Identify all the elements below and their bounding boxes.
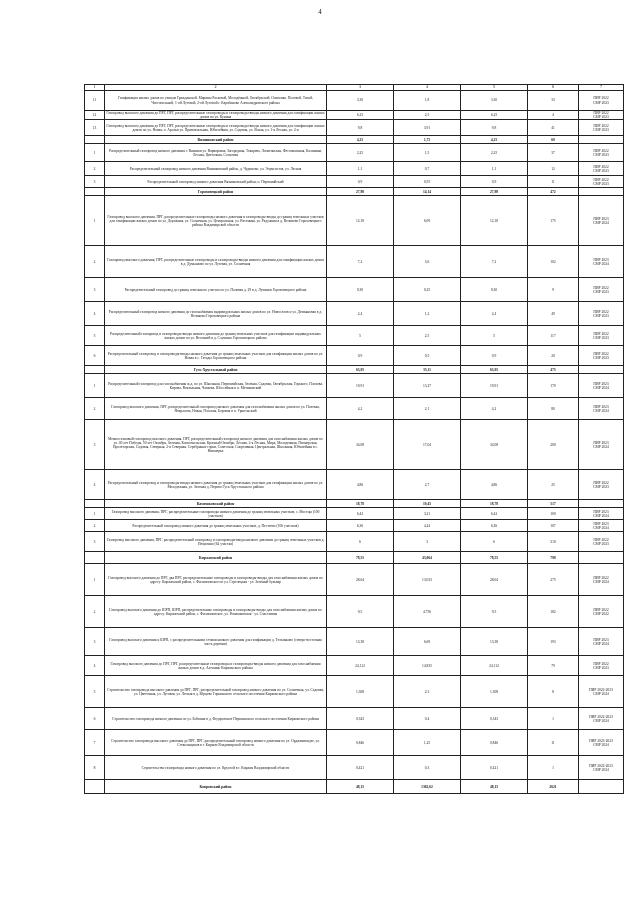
row-length-2: 13,033 [394,564,461,596]
row-name: Распределительный газопровод низкого давления Вязниковский район, п. Первомайский [105,176,327,188]
row-length-2: 2,5 [394,326,461,346]
table-row [85,374,624,398]
table-row [85,628,624,656]
row-timeline: ПИР 2022 СМР 2023 [579,120,624,136]
table-body [85,85,624,794]
row-households: 798 [528,552,579,564]
row-name: Газопровод высокого давления до ПРГ, ПРГ, распределительные газопроводы и газопроводы-вводы низкого давления для газификации жилых домов по ул. Новая, п. Арсаки ул. Привокзальная, Юбилейная, ул. Садовая, ул. Ясная, ул. 1-я Лесная, ул. 2-я [105,120,327,136]
row-length-3: 9,5 [461,596,528,628]
row-number: 3 [85,420,105,470]
row-timeline: ПИР 2022 СМР 2024 [579,564,624,596]
row-timeline: ПИР 2023 СМР 2024 [579,420,624,470]
row-number: 13 [85,120,105,136]
row-length-2: 1362,62 [394,780,461,794]
row-number: 4 [85,302,105,326]
row-length-3: 6 [461,532,528,552]
row-households: 80 [528,398,579,420]
row-name: Строительство газопровода низкого давления по ул. Бобкина в д. Федоровское Першинского сельского поселения Киржачского района [105,708,327,730]
section-row [85,500,624,508]
row-length-2: 0,3 [394,756,461,780]
row-timeline [579,136,624,144]
row-households: 182 [528,596,579,628]
row-households: 275 [528,564,579,596]
table-row [85,564,624,596]
row-name: Распределительный газопровод и газопроводы-вводы низкого давления до границ земельных участков для газификации индивидуальных жилых домов по ул. Весенней в д. Слушино Гороховецкого района [105,326,327,346]
gasification-table [84,84,624,794]
row-length-total: 12,18 [327,196,394,246]
row-length-total: 9,5 [327,596,394,628]
row-number [85,780,105,794]
table-row [85,520,624,532]
row-number: 8 [85,756,105,780]
row-households: 100 [528,508,579,520]
row-number: 2 [85,246,105,278]
header-col-5: 5 [461,85,528,91]
row-length-2: 2,3 [394,676,461,708]
row-length-3: 48,15 [461,780,528,794]
table-row [85,596,624,628]
table-row [85,708,624,730]
table-row [85,398,624,420]
row-length-total: 18,78 [327,500,394,508]
row-name: Распределительный газопровод низкого давления до границ земельных участков, д. Пестеево (106 участков) [105,520,327,532]
row-length-total: 24,112 [327,656,394,676]
row-length-total: 3,30 [327,91,394,111]
row-households: 33 [528,91,579,111]
row-length-2: 1,75 [394,136,461,144]
row-length-2: 2,5 [394,111,461,120]
row-number: 3 [85,532,105,552]
row-length-2: 2,7 [394,470,461,500]
row-households: 472 [528,188,579,196]
row-number [85,188,105,196]
row-length-3: 1,308 [461,676,528,708]
table-row [85,162,624,176]
row-length-total: 4,2 [327,398,394,420]
row-number: 1 [85,508,105,520]
row-number: 2 [85,398,105,420]
table-row [85,302,624,326]
row-length-2: 6,69 [394,628,461,656]
row-length-2: 1,2 [394,302,461,326]
row-households: 170 [528,374,579,398]
row-length-2: 35,11 [394,366,461,374]
row-length-2: 0,7 [394,162,461,176]
row-name: Газопровод высокого давления до ПРГ, ПРГ, распределительные газопроводы и газопроводы-вводы низкого давления для газификации жилых домов по ул. Кунина [106,111,325,120]
row-timeline: ПИР 2023 СМР 2024 [579,196,624,246]
row-name: Строительство газопровода высокого давления до ПРГ, ПРГ, распределительный газопровод низкого давления по ул. Ордженикидзе, ул. Стекольщиков в г. Киржач Владимирской области [105,730,327,756]
row-length-3: 0,343 [461,708,528,730]
row-timeline: ПИР 2022-2023 СМР 2024 [579,676,624,708]
row-name: Газопровод высокого давления, ПРГ, распределительный газопровод и газопроводы-вводы низкого давления до границ земельных участков д. Пещатино (62 участка) [105,532,327,552]
row-length-3: 63,05 [461,366,528,374]
row-number: 1 [85,564,105,596]
row-name: Строительство газопровода высокого давления до ПРГ, ПРГ, распределительный газопровод низкого давления по ул. Солнечная, ул. Садовая, ул. Цветочная, ул. Луговая, ул. Лесная в д. Юрцево Горкинского сельского поселения Киржачского района [105,676,327,708]
row-length-2: 3,21 [394,508,461,520]
table-row [85,508,624,520]
row-length-total: 2,4 [327,302,394,326]
table-row [85,144,624,162]
row-length-3: 4,25 [461,136,528,144]
row-length-3: 4,2 [461,398,528,420]
row-length-2: 43,064 [394,552,461,564]
row-length-2: 4,24 [394,520,461,532]
row-length-total: 4,86 [327,470,394,500]
row-name: Газопровод высокого давления, ПРГ, распределительный газопровод низкого давления для газоснабжения жилых домов по ул. Полевая, Некрасова, Новая, Плоская, Боровая в п. Уршельский [105,398,327,420]
row-name: Киржачский район [105,552,327,564]
row-length-3: 2,4 [461,302,528,326]
row-length-total: 4,25 [327,136,394,144]
row-name: Гусь-Хрустальный район [105,366,327,374]
header-col-4: 4 [394,85,461,91]
row-households: 1 [528,756,579,780]
row-name: Ковровский район [105,780,327,794]
table-row [85,278,624,302]
row-number: 5 [85,676,105,708]
row-number: 2 [85,162,105,176]
row-households: 49 [528,302,579,326]
row-length-2: 1,8 [394,91,461,111]
table-row [85,470,624,500]
row-length-3: 6,42 [461,508,528,520]
row-number [85,136,105,144]
row-households: 102 [528,246,579,278]
table-row [85,756,624,780]
row-length-3: 18,78 [461,500,528,508]
row-length-3: 1,1 [461,162,528,176]
table-row [85,246,624,278]
row-name: Распределительный газопровод для газоснабжения ж.д. по ул. Школьная, Первомайская, Зеленая, Садовая, Октябрьская, Горького, Плохова, Кирова, Вокзальная, Чапаева, Шоссейная в п. Мезиновский [105,374,327,398]
row-length-total: 27,98 [327,188,394,196]
row-length-3: 12,18 [461,196,528,246]
row-households: 2621 [528,780,579,794]
row-length-total: 5 [327,326,394,346]
row-length-total: 7,2 [327,246,394,278]
row-timeline: ПИР 2022 СМР 2023 [579,278,624,302]
row-length-2: 1,25 [394,730,461,756]
row-length-2: 14,835 [394,656,461,676]
row-timeline: ПИР 2023 СМР 2024 [579,374,624,398]
row-name: Газопровод высокого давления до ПРГ, ПРГ, распределительные газопроводы и газопроводы-вводы низкого давления для газоснабжения жилых домов в д. Алешино Киржачского района [105,656,327,676]
row-length-total: 0,30 [327,278,394,302]
row-length-3: 28,64 [461,564,528,596]
row-length-total: 28,64 [327,564,394,596]
row-length-3: 34,08 [461,420,528,470]
row-length-3: 0,9 [461,346,528,366]
section-row [85,188,624,196]
row-length-2: 1,5 [394,144,461,162]
row-length-total: 2,25 [327,144,394,162]
row-number: 11 [85,91,105,111]
row-households: 12 [528,162,579,176]
row-number: 12 [85,111,105,120]
row-name: Распределительный газопровод до границ земельного участка по ул. Полевая д. 29 в д. Лучинки Гороховецкого района [105,278,327,302]
row-timeline: ПИР 2023 СМР 2024 [579,628,624,656]
table-row [85,176,624,188]
row-length-total: 63,05 [327,366,394,374]
row-length-total: 78,55 [327,552,394,564]
row-timeline: ПИР 2022 СМР 2023 [579,302,624,326]
header-col-3: 3 [327,85,394,91]
row-length-3: 27,98 [461,188,528,196]
row-timeline: ПИР 2023 СМР 2024 [579,508,624,520]
row-number: 1 [85,374,105,398]
row-length-3: 19,91 [461,374,528,398]
row-timeline: ПИР 2023 СМР 2024 [579,398,624,420]
row-length-2: 0,5 [394,346,461,366]
section-row [85,552,624,564]
row-length-3: 78,55 [461,552,528,564]
table-row [85,120,624,136]
row-length-total: 6,36 [327,520,394,532]
row-name: Газопровод высокого давления, ПРГ, распределительные газопроводы и газопроводы-вводы низкого давления для газификации жилых домов в д. Думьяново по ул. Луговая, ул. Солнечная [105,246,327,278]
row-name: Газопровод высокого давления к ШРП, с распределительными сетями низкого давления для газификации д. Тельпяково (северо-восточная часть деревни) [105,628,327,656]
row-length-total: 34,08 [327,420,394,470]
row-length-2: 13,27 [394,374,461,398]
row-length-3: 3,30 [461,91,528,111]
row-number: 5 [85,326,105,346]
row-households: 79 [528,656,579,676]
row-number: 3 [85,278,105,302]
row-length-2: 2,1 [394,398,461,420]
row-number: 1 [85,196,105,246]
row-length-3: 5 [461,326,528,346]
row-length-2: 0,4 [394,708,461,730]
row-number: 3 [85,176,105,188]
row-number: 3 [85,628,105,656]
row-timeline: ПИР 2022 СМР 2023 [579,470,624,500]
row-length-3: 7,2 [461,246,528,278]
row-households: 11 [528,176,579,188]
row-length-total: 0,343 [327,708,394,730]
row-length-2: 4,756 [394,596,461,628]
row-number [85,552,105,564]
row-length-3: 2,25 [461,144,528,162]
row-timeline: ПИР 2022 СМР 2023 [579,656,624,676]
row-number: 4 [85,656,105,676]
row-name: Распределительный газопровод и газопроводы-вводы низкого давления до границ земельных участков для газификации жилых домов по ул. Новая в с. Гатады Гороховецкого района [105,346,327,366]
row-length-2: 14,14 [394,188,461,196]
row-households: 9 [528,278,579,302]
header-col-1: 1 [85,85,105,91]
row-households: 310 [528,532,579,552]
row-timeline: ПИР 2022 СМР 2023 [579,176,624,188]
row-length-2: 0,55 [394,176,461,188]
row-name: Камешковский район [105,500,327,508]
row-timeline: ПИР 2022 СМР 2023 [579,162,624,176]
row-timeline [579,366,624,374]
row-timeline: ПИР 2022-2023 СМР 2024 [579,756,624,780]
row-length-3: 6,36 [461,520,528,532]
row-number: 2 [85,596,105,628]
row-households: 41 [528,120,579,136]
row-households: 20 [528,346,579,366]
row-number: 6 [85,346,105,366]
row-length-3: 4,86 [461,470,528,500]
row-timeline: ПИР 2022 СМР 2023 [579,111,624,120]
row-length-total: 19,91 [327,374,394,398]
row-households: 517 [528,500,579,508]
row-households: 25 [528,470,579,500]
row-households: 1 [528,708,579,730]
row-length-total: 1,1 [327,162,394,176]
row-timeline [579,552,624,564]
row-households: 107 [528,520,579,532]
table-row [85,91,624,111]
row-timeline: ПИР 2023 СМР 2024 [579,520,624,532]
row-households: 193 [528,628,579,656]
row-name: Распределительный газопровод низкого давления Вязниковский район, д. Чудиново, ул. Эпунгистов, ул. Лесная [105,162,327,176]
row-households: 37 [528,144,579,162]
row-length-2: 0,25 [394,278,461,302]
table-row [85,656,624,676]
row-number: 2 [85,520,105,532]
row-timeline: ПИР 2022 СМР 2022 [579,596,624,628]
row-timeline [579,500,624,508]
row-length-3: 6,25 [461,111,528,120]
section-row [85,366,624,374]
header-col-6: 6 [528,85,579,91]
row-households: 60 [528,136,579,144]
row-length-total: 1,308 [327,676,394,708]
row-length-3: 0,9 [461,176,528,188]
row-length-total: 0,9 [327,176,394,188]
row-name: Распределительный газопровод низкого давления до газоснабжения индивидуальных жилых домов по ул. Новоселов и ул. Демьяновая в д. Великово Гороховецкого района [105,302,327,326]
page-marker: 4 [318,8,322,16]
row-households: 11 [528,730,579,756]
row-timeline [579,188,624,196]
table-row [85,532,624,552]
row-length-total: 0,9 [327,346,394,366]
row-length-total: 48,15 [327,780,394,794]
row-length-3: 0,30 [461,278,528,302]
row-length-total: 6,25 [327,111,394,120]
row-timeline: ПИР 2022 СМР 2023 [579,532,624,552]
row-timeline: ПИР 2022 СМР 2023 [579,91,624,111]
row-length-2: 17,04 [394,420,461,470]
row-length-2: 3,91 [394,120,461,136]
row-timeline: ПИР 2022 СМР 2023 [579,144,624,162]
row-length-total: 0,421 [327,756,394,780]
table-row [85,196,624,246]
row-number [85,366,105,374]
row-length-3: 0,421 [461,756,528,780]
table-row [85,326,624,346]
row-number: 4 [85,470,105,500]
row-timeline: ПИР 2022-2023 СМР 2024 [579,708,624,730]
row-number: 6 [85,708,105,730]
row-households: 117 [528,326,579,346]
row-length-total: 9,8 [327,120,394,136]
row-name: Газопровод высокого давления до ПРГ, два ПРГ, распределительные газопроводы и газопроводы-вводы для газоснабжения жилых домов по адресу: Киржачский район, с. Филипповское по ул. Стрелецкая - ул. Зелёный бульвар [105,564,327,596]
table-row [85,346,624,366]
table-row [85,676,624,708]
row-length-2: 10,45 [394,500,461,508]
row-name: Гороховецкий район [105,188,327,196]
row-length-2: 3,6 [394,246,461,278]
row-number [85,500,105,508]
row-name: Газификация жилых домов по улицам Гражданской, Марины Расковой, Молодёжной, Октябрьской, Осипенко, Полевой, Тихой, Чистопольной, 1-ой Луговой, 2-ой Луговой г. Карабаново Александровского района [105,91,327,111]
header-col-2: 2 [105,85,327,91]
header-col-7: 7 [579,85,624,91]
table-row [85,730,624,756]
row-households: 4 [528,111,579,120]
row-name: Газопровод высокого давления, ПРГ, распределительные газопроводы низкого давления до границ земельных участков, с. Мостцы (100 участков) [105,508,327,520]
row-name: Распределительный газопровод низкого давления г. Вязники ул. Варваровка, Загородная, Токарева, Лопатинская, Фестивальная, Калинина, Лесная, Цветочная, Сосновая [105,144,327,162]
row-name: Газопровод высокого давления, ПРГ, распределительные газопроводы низкого давления и газопроводы-вводы до границ земельных участков для газификации жилых домов по ул. Дорожная, ул. Солнечная, ул. Центральная, ул. Весенняя, ул. Радужная в д. Великово Гороховецкого района Владимирской области [105,196,327,246]
row-length-2: 3 [394,532,461,552]
row-length-total: 13,38 [327,628,394,656]
row-timeline: ПИР 2022 СМР 2023 [579,326,624,346]
section-row [85,136,624,144]
section-row [85,780,624,794]
row-name: Межпоселковый газопровод высокого давления, ПРГ, распределительный газопровод низкого давления для газоснабжения жилых домов по ул. 40 лет Победы, 50 лет Октября, Зеленая, Комсомольская, Красный Октябрь, Лесная, 2-я Лесная, Мира, Молодежная, Пионерская, Пролетарская, Садовая, Северная, 2-я Северная, Серебряные горки, Советская, Спортивная, Центральная, Школьная, Юбилейная в с. Нившерка [105,420,327,470]
row-name: Распределительный газопровод и газопроводы-вводы низкого давления до границ земельных участков для газификации жилых домов по ул. Молодежная, ул. Зеленая д. Перово Гусь-Хрустального района [105,470,327,500]
row-length-3: 13,38 [461,628,528,656]
row-timeline: ПИР 2023-2023 СМР 2024 [579,730,624,756]
table-row [85,420,624,470]
table-row [85,111,624,120]
row-name: Вязниковский район [105,136,327,144]
row-households: 175 [528,196,579,246]
row-timeline [579,780,624,794]
row-name: Газопровод высокого давления до ШРП, ШРП, распределительные газопроводы и газопроводы-вводы для газоснабжения жилых домов по адресу: Киржачский район, с. Филипповское, ул. Ромашковская - ул. Счастливая [105,596,327,628]
row-length-total: 0,846 [327,730,394,756]
row-households: 475 [528,366,579,374]
row-households: 200 [528,420,579,470]
row-length-2: 6,09 [394,196,461,246]
row-timeline: ПИР 2023 СМР 2024 [579,246,624,278]
row-timeline: ПИР 2022 СМР 2023 [579,346,624,366]
row-number: 1 [85,144,105,162]
row-name: Строительство газопровода низкого давления по ул. Круглой в г. Киржач Владимирской области [105,756,327,780]
row-households: 8 [528,676,579,708]
row-length-3: 9,8 [461,120,528,136]
row-number: 7 [85,730,105,756]
row-length-total: 6 [327,532,394,552]
row-length-3: 24,112 [461,656,528,676]
row-length-total: 6,42 [327,508,394,520]
row-length-3: 0,846 [461,730,528,756]
